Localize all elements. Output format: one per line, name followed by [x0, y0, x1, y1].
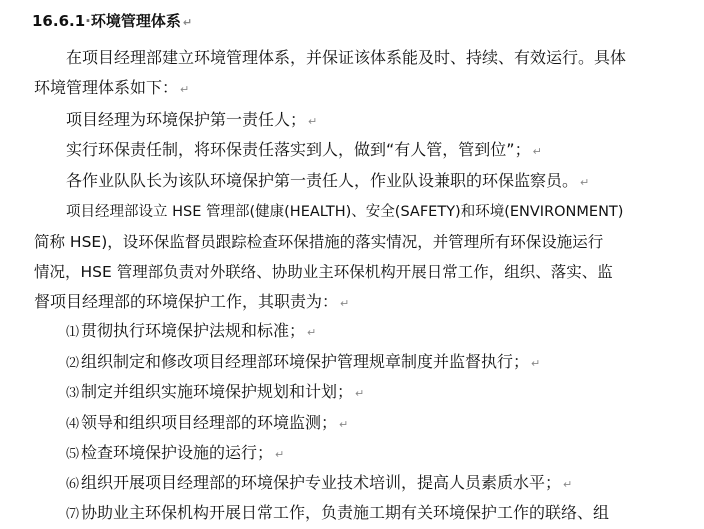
hse-line-3: 情况，HSE 管理部负责对外联络、协助业主环保机构开展日常工作，组织、落实、监	[34, 263, 613, 281]
hse-line-4: 督项目经理部的环境保护工作，其职责为： ↵	[34, 292, 350, 311]
duty-item-7: ⑺ 协助业主环保机构开展日常工作，负责施工期有关环境保护工作的联络、组	[66, 503, 610, 522]
responsibility-3: 各作业队队长为该队环境保护第一责任人，作业队设兼职的环保监察员。 ↵	[66, 171, 590, 190]
responsibility-1: 项目经理为环境保护第一责任人； ↵	[66, 110, 318, 129]
intro-line-2: 环境管理体系如下： ↵	[34, 78, 190, 97]
duty-item-3: ⑶ 制定并组织实施环境保护规划和计划； ↵	[66, 382, 365, 401]
duty-item-6: ⑹ 组织开展项目经理部的环境保护专业技术培训，提高人员素质水平； ↵	[66, 473, 573, 492]
intro-line-1: 在项目经理部建立环境管理体系，并保证该体系能及时、持续、有效运行。具体	[66, 48, 627, 67]
hse-line-1: 项目经理部设立 HSE 管理部(健康(HEALTH)、安全(SAFETY)和环境(ENVIRONMENT)	[66, 204, 624, 220]
duty-item-5: ⑸ 检查环境保护设施的运行； ↵	[66, 443, 285, 462]
duty-item-2: ⑵ 组织制定和修改项目经理部环境保护管理规章制度并监督执行； ↵	[66, 352, 541, 371]
heading-dot: ·	[85, 12, 91, 30]
hse-line-2: 简称 HSE)，设环保监督员跟踪检查环保措施的落实情况，并管理所有环保设施运行	[34, 233, 604, 251]
responsibility-2: 实行环保责任制，将环保责任落实到人，做到“有人管，管到位”； ↵	[66, 140, 542, 159]
section-number: 16.6.1	[32, 12, 86, 30]
duty-item-4: ⑷ 领导和组织项目经理部的环境监测； ↵	[66, 413, 349, 432]
duty-item-1: ⑴ 贯彻执行环境保护法规和标准； ↵	[66, 321, 317, 340]
paragraph-mark: ↵	[182, 16, 193, 29]
section-heading	[32, 10, 192, 34]
section-title: 环境管理体系	[90, 12, 181, 30]
